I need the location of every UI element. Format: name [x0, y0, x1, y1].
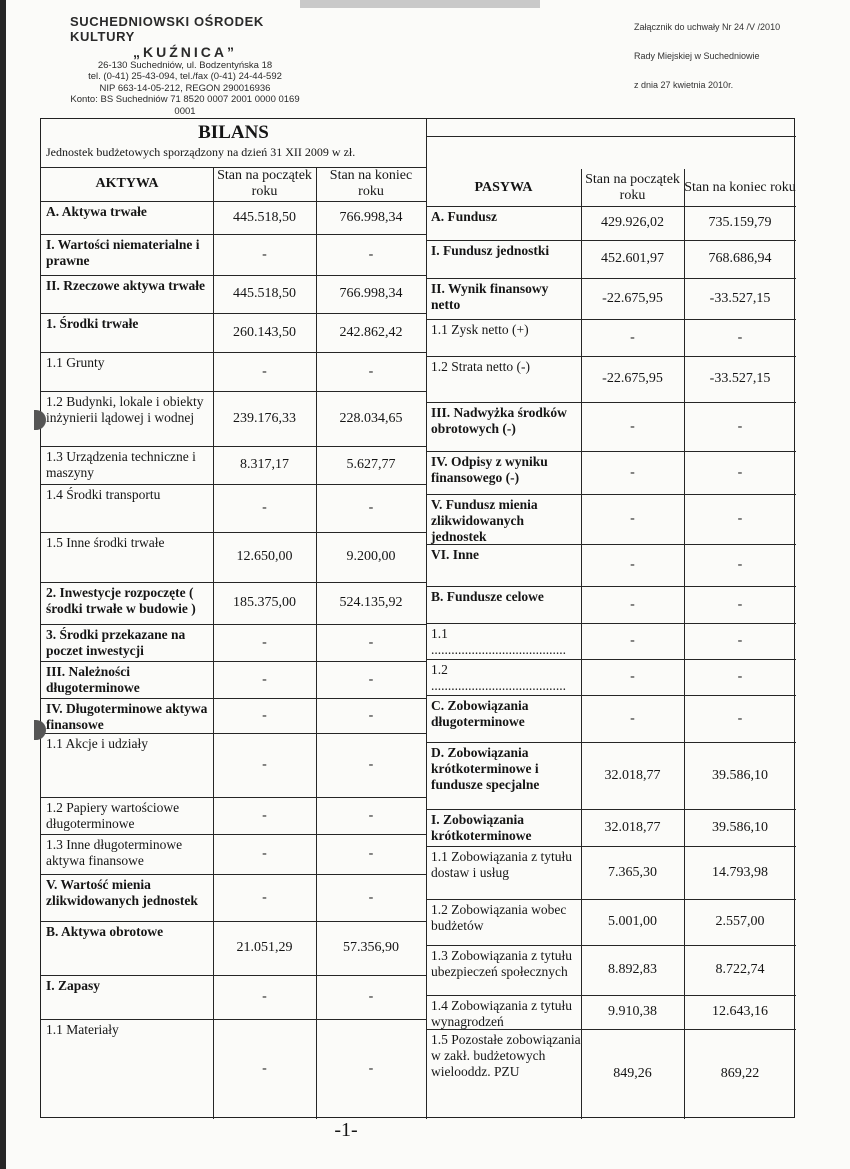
- pasywa-row-label: 1.2 Zobowiązania wobec budżetów: [431, 902, 567, 933]
- aktywa-end-value: 228.034,65: [339, 410, 403, 426]
- aktywa-end-value: -: [368, 671, 374, 687]
- attachment-line-2: Rady Miejskiej w Suchedniowie: [634, 51, 760, 61]
- aktywa-row-label: 1.1 Materiały: [46, 1022, 119, 1037]
- institution-name: SUCHEDNIOWSKI OŚRODEK KULTURY: [70, 14, 264, 44]
- pasywa-start-value: -: [630, 557, 635, 572]
- aktywa-row-label: 1.1 Akcje i udziały: [46, 736, 148, 751]
- pasywa-start-value: -: [630, 464, 635, 480]
- pasywa-row-label: VI. Inne: [431, 547, 480, 562]
- end-of-year-header: Stan na koniec roku: [329, 168, 413, 199]
- pasywa-start-value: 452.601,97: [601, 251, 664, 266]
- pasywa-end-value: -: [737, 464, 743, 480]
- aktywa-row-label: 1.1 Grunty: [46, 355, 105, 370]
- aktywa-row-label: A. Aktywa trwałe: [46, 204, 147, 219]
- aktywa-start-value: -: [262, 246, 267, 262]
- pasywa-start-value: -22.675,95: [602, 371, 663, 386]
- aktywa-end-value: -: [368, 757, 374, 772]
- aktywa-end-value: 57.356,90: [343, 940, 399, 955]
- pasywa-start-value: -22.675,95: [602, 290, 663, 306]
- aktywa-end-value: -: [368, 846, 374, 861]
- aktywa-start-value: -: [262, 846, 267, 861]
- aktywa-header: AKTYWA: [95, 176, 159, 191]
- pasywa-end-value: -: [737, 329, 743, 345]
- pasywa-row-label: 1.1 Zobowiązania z tytułu dostaw i usług: [431, 849, 572, 880]
- pasywa-row-label: A. Fundusz: [431, 209, 498, 224]
- scan-artifact: [300, 0, 540, 8]
- pasywa-row-label: B. Fundusze celowe: [431, 589, 544, 604]
- aktywa-end-value: -: [368, 707, 374, 723]
- aktywa-start-value: 260.143,50: [233, 324, 296, 340]
- balance-sheet-table: [40, 118, 795, 1118]
- aktywa-end-value: 766.998,34: [339, 286, 403, 301]
- institution-account: Konto: BS Suchedniów 71 8520 0007 2001 0000 0169 0001: [70, 94, 300, 117]
- aktywa-row-label: 2. Inwestycje rozpoczęte ( środki trwałe w budowie ): [46, 585, 196, 616]
- aktywa-start-value: -: [262, 807, 267, 823]
- pasywa-start-value: 849,26: [613, 1066, 652, 1081]
- aktywa-start-value: -: [262, 500, 267, 515]
- aktywa-row-label: I. Wartości niematerialne i prawne: [46, 237, 200, 268]
- document-title: BILANS: [198, 122, 269, 143]
- start-of-year-header: Stan na początek roku: [217, 168, 312, 199]
- pasywa-end-value: 8.722,74: [715, 962, 765, 977]
- aktywa-start-value: -: [262, 671, 267, 687]
- pasywa-end-value: -: [737, 596, 743, 612]
- attachment-line-3: z dnia 27 kwietnia 2010r.: [634, 80, 734, 90]
- pasywa-end-value: -: [737, 418, 743, 434]
- aktywa-row-label: II. Rzeczowe aktywa trwałe: [46, 278, 205, 293]
- pasywa-end-value: -: [737, 557, 743, 572]
- institution-ids: NIP 663-14-05-212, REGON 290016936: [99, 82, 271, 94]
- aktywa-start-value: 445.518,50: [233, 209, 296, 225]
- end-of-year-header: Stan na koniec roku: [684, 179, 796, 195]
- pasywa-end-value: -: [737, 710, 743, 726]
- aktywa-end-value: -: [368, 889, 374, 905]
- aktywa-start-value: -: [262, 707, 267, 723]
- aktywa-end-value: 5.627,77: [346, 457, 396, 472]
- pasywa-row-label: 1.1 Zysk netto (+): [431, 322, 529, 337]
- aktywa-start-value: -: [262, 1061, 267, 1076]
- pasywa-end-value: -33.527,15: [709, 371, 771, 386]
- pasywa-row-label: D. Zobowiązania krótkoterminowe i fundusze specjalne: [431, 745, 540, 792]
- pasywa-end-value: 39.586,10: [712, 767, 768, 783]
- pasywa-end-value: -: [737, 669, 743, 684]
- aktywa-end-value: -: [368, 246, 374, 262]
- pasywa-row-label: IV. Odpisy z wyniku finansowego (-): [431, 454, 548, 485]
- pasywa-start-value: 32.018,77: [604, 819, 661, 835]
- aktywa-end-value: -: [368, 500, 374, 515]
- pasywa-start-value: -: [630, 596, 635, 612]
- pasywa-start-value: -: [630, 329, 635, 345]
- pasywa-start-value: -: [630, 710, 635, 726]
- aktywa-row-label: 1.4 Środki transportu: [46, 487, 161, 502]
- aktywa-row-label: 1.2 Budynki, lokale i obiekty inżynierii lądowej i wodnej: [46, 394, 204, 425]
- pasywa-end-value: 12.643,16: [712, 1004, 768, 1019]
- pasywa-row-label: I. Fundusz jednostki: [431, 243, 550, 258]
- pasywa-start-value: 429.926,02: [601, 215, 664, 230]
- aktywa-end-value: 766.998,34: [339, 209, 403, 225]
- pasywa-end-value: 39.586,10: [712, 819, 768, 835]
- institution-stamp: [70, 14, 300, 117]
- pasywa-header: PASYWA: [474, 179, 533, 195]
- pasywa-start-value: 32.018,77: [604, 767, 661, 783]
- pasywa-row-label: 1.3 Zobowiązania z tytułu ubezpieczeń społecznych: [431, 948, 572, 979]
- pasywa-end-value: 2.557,00: [715, 914, 765, 929]
- aktywa-end-value: 9.200,00: [346, 549, 396, 564]
- aktywa-row-label: B. Aktywa obrotowe: [46, 924, 164, 939]
- pasywa-start-value: -: [630, 633, 635, 648]
- aktywa-start-value: 445.518,50: [233, 286, 296, 301]
- aktywa-end-value: -: [368, 989, 374, 1004]
- pasywa-end-value: 768.686,94: [708, 251, 772, 266]
- aktywa-row-label: III. Należności długoterminowe: [46, 664, 140, 695]
- aktywa-end-value: -: [368, 363, 374, 379]
- pasywa-row-label: C. Zobowiązania długoterminowe: [431, 698, 529, 729]
- pasywa-end-value: 735.159,79: [708, 215, 772, 230]
- pasywa-start-value: 8.892,83: [608, 962, 657, 977]
- pasywa-row-label: 1.1 ........................................: [431, 626, 566, 657]
- aktywa-start-value: -: [262, 889, 267, 905]
- pasywa-end-value: -: [737, 511, 743, 526]
- pasywa-row-label: II. Wynik finansowy netto: [431, 281, 549, 312]
- institution-address: 26-130 Suchedniów, ul. Bodzentyńska 18: [97, 60, 273, 71]
- aktywa-start-value: 21.051,29: [236, 940, 293, 955]
- pasywa-start-value: -: [630, 511, 635, 526]
- pasywa-row-label: 1.5 Pozostałe zobowiązania w zakł. budżetowych wielooddz. PZU: [431, 1032, 581, 1079]
- aktywa-row-label: 1.3 Inne długoterminowe aktywa finansowe: [46, 837, 183, 868]
- aktywa-row-label: 1.5 Inne środki trwałe: [46, 535, 165, 550]
- aktywa-end-value: -: [368, 807, 374, 823]
- pasywa-row-label: 1.2 ........................................: [431, 662, 566, 693]
- aktywa-row-label: 1. Środki trwałe: [46, 316, 139, 331]
- scan-edge: [0, 0, 6, 1169]
- aktywa-start-value: 8.317,17: [240, 457, 289, 472]
- aktywa-start-value: -: [262, 634, 267, 650]
- aktywa-row-label: 1.3 Urządzenia techniczne i maszyny: [46, 449, 196, 480]
- aktywa-end-value: -: [368, 634, 374, 650]
- attachment-line-1: Załącznik do uchwały Nr 24 /V /2010: [634, 22, 781, 32]
- pasywa-end-value: -33.527,15: [709, 290, 771, 306]
- aktywa-start-value: -: [262, 989, 267, 1004]
- aktywa-row-label: IV. Długoterminowe aktywa finansowe: [46, 701, 208, 732]
- pasywa-end-value: 14.793,98: [712, 864, 768, 880]
- pasywa-end-value: 869,22: [720, 1066, 760, 1081]
- aktywa-start-value: -: [262, 757, 267, 772]
- aktywa-start-value: 185.375,00: [233, 595, 296, 610]
- pasywa-start-value: 5.001,00: [608, 914, 657, 929]
- aktywa-end-value: 524.135,92: [339, 595, 403, 610]
- aktywa-row-label: I. Zapasy: [46, 978, 101, 993]
- start-of-year-header: Stan na początek roku: [585, 171, 680, 203]
- pasywa-end-value: -: [737, 633, 743, 648]
- attachment-note: [634, 22, 839, 109]
- aktywa-start-value: 239.176,33: [233, 410, 296, 426]
- aktywa-end-value: 242.862,42: [339, 324, 403, 340]
- aktywa-row-label: 1.2 Papiery wartościowe długoterminowe: [46, 800, 180, 831]
- page-number: -1-: [334, 1119, 358, 1141]
- pasywa-start-value: 7.365,30: [608, 864, 657, 880]
- institution-phone: tel. (0-41) 25-43-094, tel./fax (0-41) 24-44-592: [88, 71, 282, 83]
- pasywa-row-label: I. Zobowiązania krótkoterminowe: [431, 812, 532, 843]
- pasywa-row-label: 1.4 Zobowiązania z tytułu wynagrodzeń: [431, 998, 572, 1029]
- institution-short-name: „KUŹNICA”: [133, 44, 237, 60]
- pasywa-row-label: III. Nadwyżka środków obrotowych (-): [431, 405, 567, 436]
- aktywa-start-value: 12.650,00: [236, 549, 293, 564]
- aktywa-row-label: V. Wartość mienia zlikwidowanych jednostek: [46, 877, 198, 908]
- pasywa-row-label: V. Fundusz mienia zlikwidowanych jednostek: [431, 497, 538, 544]
- aktywa-start-value: -: [262, 363, 267, 379]
- title-divider: [426, 136, 796, 137]
- pasywa-start-value: -: [630, 418, 635, 434]
- pasywa-row-label: 1.2 Strata netto (-): [431, 359, 530, 374]
- aktywa-end-value: -: [368, 1061, 374, 1076]
- aktywa-row-label: 3. Środki przekazane na poczet inwestycji: [46, 627, 186, 658]
- document-subtitle: Jednostek budżetowych sporządzony na dzień 31 XII 2009 w zł.: [46, 145, 356, 159]
- pasywa-start-value: -: [630, 669, 635, 684]
- pasywa-start-value: 9.910,38: [608, 1004, 657, 1019]
